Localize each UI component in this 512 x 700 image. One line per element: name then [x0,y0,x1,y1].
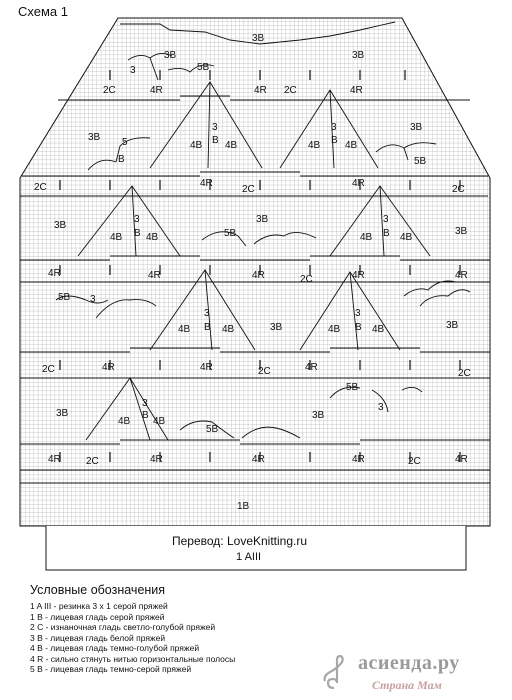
chart-label: 3 [212,122,218,133]
chart-label: 4R [455,270,468,281]
chart-label: 4B [372,324,385,335]
chart-label: 2C [242,184,255,195]
chart-label: 2C [284,85,297,96]
rib-box [46,526,466,570]
chart-label: B [142,410,149,421]
legend-title: Условные обозначения [30,583,166,597]
watermark [318,652,508,698]
chart-label: B [212,135,219,146]
chart-label-bottom: 1B [237,501,250,512]
chart-label: 3B [446,320,459,331]
chart-label: B [118,154,125,165]
legend-item: 5 B - лицевая гладь темно-серой пряжей [30,664,192,674]
chart-label: 5B [197,62,210,73]
chart-label: B [355,322,362,333]
chart-label: 5B [58,292,71,303]
chart-label: 3 [204,308,210,319]
rib-label: 1 AIII [236,551,262,563]
chart-label: 5B [224,228,237,239]
chart-label: 4R [352,454,365,465]
chart-label: 4R [455,454,468,465]
chart-label: 4B [328,324,341,335]
legend-item: 1 B - лицевая гладь серой пряжей [30,611,165,622]
chart-label: 4R [48,268,61,279]
chart-label: 4R [350,85,363,96]
chart-label: 3B [164,50,177,61]
chart-label: 3B [256,214,269,225]
chart-label: B [383,228,390,239]
chart-label: 3B [88,132,101,143]
chart-label: 2C [103,85,116,96]
chart-label: 4B [146,232,159,243]
chart-label: 2C [258,366,271,377]
chart-label: 4R [305,362,318,373]
chart-label: 4B [110,232,123,243]
chart-label: 4R [352,270,365,281]
chart-label: 4R [252,454,265,465]
treble-clef-icon [318,654,348,690]
chart-label: B [331,135,338,146]
scheme-title: Схема 1 [18,4,68,19]
legend [30,583,330,675]
chart-label: 2C [34,182,47,193]
chart-label: 4R [352,178,365,189]
legend-item: 4 B - лицевая гладь темно-голубой пряжей [30,643,200,653]
chart-label: 4R [148,270,161,281]
chart-label: 2C [42,364,55,375]
chart-label: 4R [200,178,213,189]
watermark-main: асиенда.ру [358,652,460,674]
chart-label: 3 [134,214,140,225]
chart-label: 5 [122,137,128,148]
chart-label: B [204,322,211,333]
chart-label: 3B [270,322,283,333]
chart-label: 5B [414,156,427,167]
chart-label: 4R [254,85,267,96]
chart-label: 3 [331,122,337,133]
legend-item: 2 C - изнаночная гладь светло-голубой пряжей [30,622,216,632]
chart-label: 4R [150,454,163,465]
chart-label: 4B [153,416,166,427]
chart-label: 3 [383,214,389,225]
chart-label: 4R [102,362,115,373]
chart-label: 2C [452,184,465,195]
chart-label: 3B [455,226,468,237]
chart-label: 5B [206,424,219,435]
chart-label: 3B [252,33,265,44]
chart-label: 4B [118,416,131,427]
chart-label: 4R [200,362,213,373]
chart-label: 3 [90,294,96,305]
chart-label: 3B [56,408,69,419]
chart-label: 4B [345,140,358,151]
chart-label: 3B [410,122,423,133]
chart-label: 4R [150,85,163,96]
legend-item: 4 R - сильно стянуть нитью горизонтальные полосы [30,653,236,664]
chart-label: B [134,228,141,239]
chart-label: 2C [408,456,421,467]
chart-label: 2C [458,368,471,379]
chart-label: 3B [352,50,365,61]
chart-label: 3 [142,398,148,409]
chart-label: 2C [300,274,313,285]
watermark-sub: Страна Мам [372,678,442,692]
chart-label: 4B [308,140,321,151]
chart-label: 5B [346,382,359,393]
chart-label: 3 [130,65,136,76]
chart-label: 2C [86,456,99,467]
chart-label: 3B [312,410,325,421]
chart-label: 3B [54,220,67,231]
chart-label: 4B [178,324,191,335]
chart-label: 4R [48,454,61,465]
legend-item: 1 A III - резинка 3 х 1 серой пряжей [30,601,168,611]
chart-label: 4B [190,140,203,151]
chart-label: 4B [360,232,373,243]
chart-label: 4B [222,324,235,335]
chart-label: 3 [378,402,384,413]
translation-credit: Перевод: LoveKnitting.ru [172,534,308,548]
chart-label: 4B [400,232,413,243]
chart-label: 4R [252,270,265,281]
chart-label: 3 [355,308,361,319]
legend-item: 3 B - лицевая гладь белой пряжей [30,632,166,643]
chart-label: 4B [225,140,238,151]
